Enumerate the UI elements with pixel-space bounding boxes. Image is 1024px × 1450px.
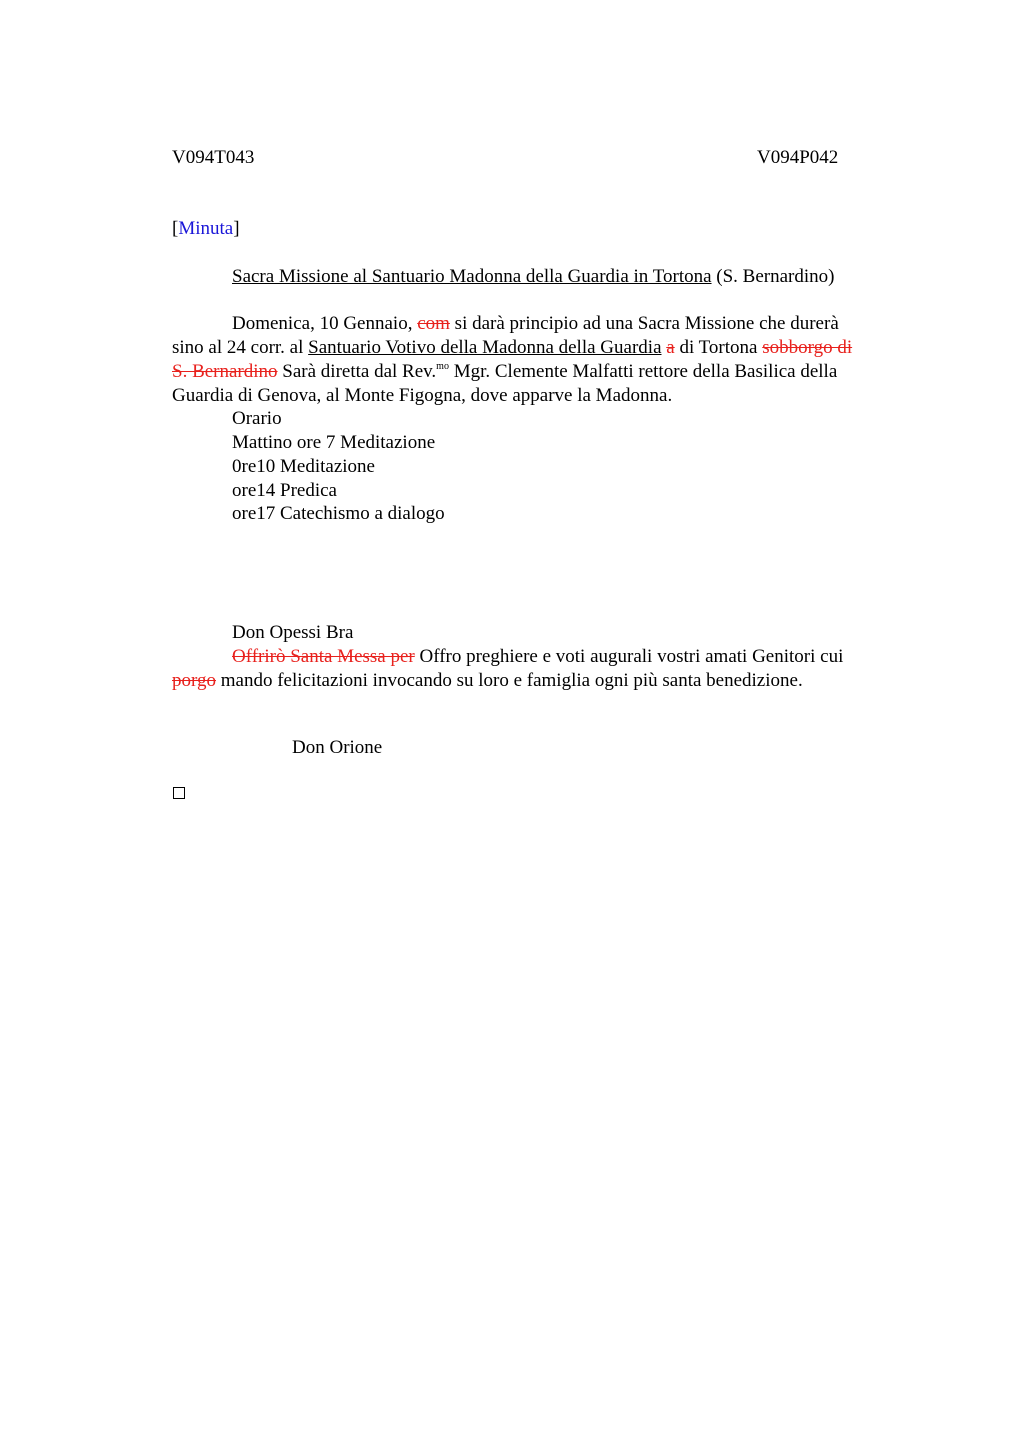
- paragraph2-line1: [232, 645, 843, 669]
- schedule-item: Mattino ore 7 Meditazione: [232, 432, 436, 453]
- text-span: si darà principio ad una Sacra Missione che durerà: [449, 313, 839, 334]
- deleted-text: sobborgo di: [762, 337, 853, 358]
- paragraph1-line1: [232, 312, 839, 336]
- text-span: Domenica, 10 Gennaio,: [232, 313, 418, 334]
- title-underlined: Sacra Missione al Santuario Madonna della Guardia in Tortona: [232, 266, 712, 287]
- schedule-item: ore17 Catechismo a dialogo: [232, 503, 445, 524]
- paragraph1-line3: [172, 360, 837, 384]
- paragraph1-line2: [172, 336, 852, 360]
- checkbox-square-icon: [173, 787, 185, 799]
- paragraph2-line2: [172, 669, 803, 693]
- deleted-text: com: [417, 313, 450, 334]
- deleted-text: Offrirò Santa Messa per: [232, 646, 415, 667]
- schedule-item: 0re10 Meditazione: [232, 456, 375, 477]
- addressee: Don Opessi Bra: [232, 622, 354, 643]
- schedule-item: ore14 Predica: [232, 480, 337, 501]
- document-code-left: V094T043: [172, 147, 255, 168]
- superscript: mo: [436, 361, 449, 372]
- title-suffix: (S. Bernardino): [711, 266, 835, 287]
- minuta-label: Minuta: [178, 218, 234, 239]
- bracket-close: ]: [233, 218, 240, 239]
- schedule-heading: Orario: [232, 408, 282, 429]
- document-title: [232, 265, 834, 289]
- text-span: Offro preghiere e voti augurali vostri amati Genitori cui: [414, 646, 844, 667]
- text-span: Sarà diretta dal Rev.: [277, 361, 437, 382]
- document-code-right: V094P042: [757, 147, 839, 168]
- text-span: di Tortona: [674, 337, 763, 358]
- deleted-text: a: [666, 337, 675, 358]
- text-span: sino al 24 corr. al: [172, 337, 309, 358]
- text-span: mando felicitazioni invocando su loro e famiglia ogni più santa benedizione.: [215, 670, 803, 691]
- minuta-tag: [172, 217, 240, 241]
- deleted-text: porgo: [172, 670, 216, 691]
- text-span: Mgr. Clemente Malfatti rettore della Basilica della: [448, 361, 838, 382]
- deleted-text: S. Bernardino: [172, 361, 278, 382]
- paragraph1-line4: Guardia di Genova, al Monte Figogna, dove apparve la Madonna.: [172, 385, 673, 406]
- underlined-sanctuary: Santuario Votivo della Madonna della Guardia: [308, 337, 662, 358]
- bracket-open: [: [172, 218, 179, 239]
- signature: Don Orione: [292, 737, 383, 758]
